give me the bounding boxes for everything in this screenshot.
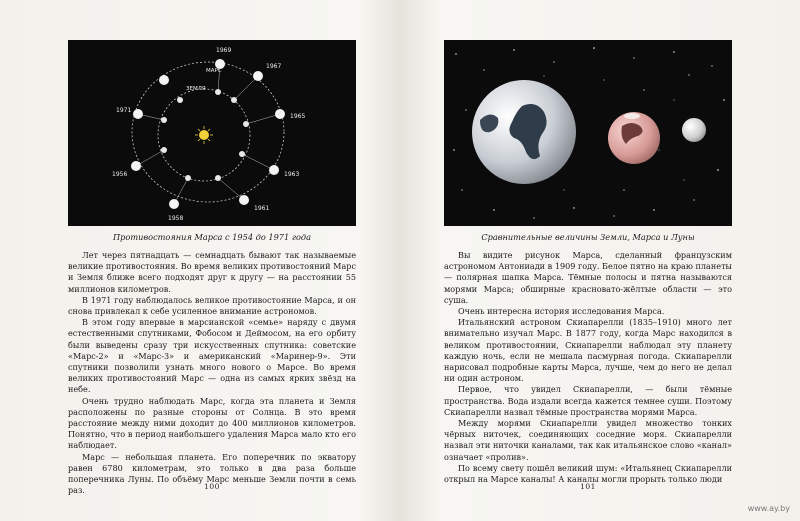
paragraph: В 1971 году наблюдалось великое противостояние Марса, и он снова привлекал к себе усиленное внимание астрономов.	[68, 294, 356, 317]
paragraph: Итальянский астроном Скиапарелли (1835–1910) много лет внимательно изучал Марс. В 1877 году, когда Марс находился в великом противостоянии, Скиапарелли наблюдал эту планету каждую ночь, если не мешала пасмурная погода. Скиапарелли нарисовал подробные карты Марса, лучше, чем до него не делал ни один астроном.	[444, 317, 732, 384]
body-text	[68, 250, 356, 496]
body-text	[444, 250, 732, 485]
mars-label: МАРС	[206, 68, 222, 74]
moon-globe	[682, 118, 706, 142]
year-label: 1969	[216, 47, 232, 54]
mars-oppositions-diagram	[68, 40, 356, 226]
year-label: 1958	[168, 215, 184, 222]
earth-label: ЗЕМЛЯ	[186, 86, 206, 92]
page-number: 101	[580, 482, 596, 491]
paragraph: Вы видите рисунок Марса, сделанный французским астрономом Антониади в 1909 году. Белое пятно на краю планеты — полярная шапка Марса. Тёмные полосы и пятна называются морями Марса; обширные красновато-жёлтые области — это суша.	[444, 250, 732, 305]
orbit-diagram-svg	[68, 40, 356, 226]
paragraph: В этом году впервые в марсианской «семье» наряду с двумя естественными спутниками, Фобосом и Деймосом, на его орбиту были выведены сразу три искусственных спутника: советские «Марс-2» и «Марс-3» и американский «Маринер-9». Эти спутники позволили узнать много нового о Марсе. Во время великих противостояний Марс — одна из самых ярких звёзд на небе.	[68, 317, 356, 395]
paragraph: Лет через пятнадцать — семнадцать бывают так называемые великие противостояния. Во время великих противостояний Марс и Земля ближе всего подходят друг к другу — на расстоянии 55 миллионов километров.	[68, 250, 356, 294]
paragraph: Первое, что увидел Скиапарелли, — были тёмные пространства. Вода издали всегда кажется темнее суши. Поэтому Скиапарелли назвал тёмные пространства морями Марса.	[444, 384, 732, 417]
paragraph: По всему свету пошёл великий шум: «Итальянец Скиапарелли открыл на Марсе каналы! А каналы могли прорыть только люди	[444, 462, 732, 485]
paragraph: Между морями Скиапарелли увидел множество тонких чёрных ниточек, соединяющих соседние моря. Скиапарелли назвал эти ниточки каналами, так как итальянское слово «канал» означает «пролив».	[444, 418, 732, 462]
planets-svg	[444, 40, 732, 226]
figure-caption: Сравнительные величины Земли, Марса и Луны	[481, 232, 695, 242]
year-label: 1965	[290, 113, 306, 120]
mars-globe	[608, 112, 660, 164]
year-label: 1956	[112, 171, 128, 178]
sun-icon	[195, 126, 213, 144]
right-page	[400, 0, 800, 521]
year-label: 1961	[254, 205, 270, 212]
watermark: www.ay.by	[747, 504, 790, 513]
year-label: 1971	[116, 107, 132, 114]
paragraph: Очень трудно наблюдать Марс, когда эта планета и Земля расположены по разные стороны от Солнца. В это время расстояние между ними доходит до 400 миллионов километров. Понятно, что в период наибольшего удаления Марса мало кто его наблюдает.	[68, 395, 356, 451]
year-label: 1967	[266, 63, 282, 70]
paragraph: Марс — небольшая планета. Его поперечник по экватору равен 6780 километрам, это только в два раза больше поперечника Луны. По объёму Марс меньше Земли почти в семь раз.	[68, 451, 356, 496]
planet-size-illustration	[444, 40, 732, 226]
year-label: 1963	[284, 171, 300, 178]
earth-globe	[472, 80, 576, 184]
paragraph: Очень интересна история исследования Марса.	[458, 306, 665, 317]
page-number: 100	[204, 482, 220, 491]
figure-caption: Противостояния Марса с 1954 до 1971 года	[113, 232, 311, 242]
